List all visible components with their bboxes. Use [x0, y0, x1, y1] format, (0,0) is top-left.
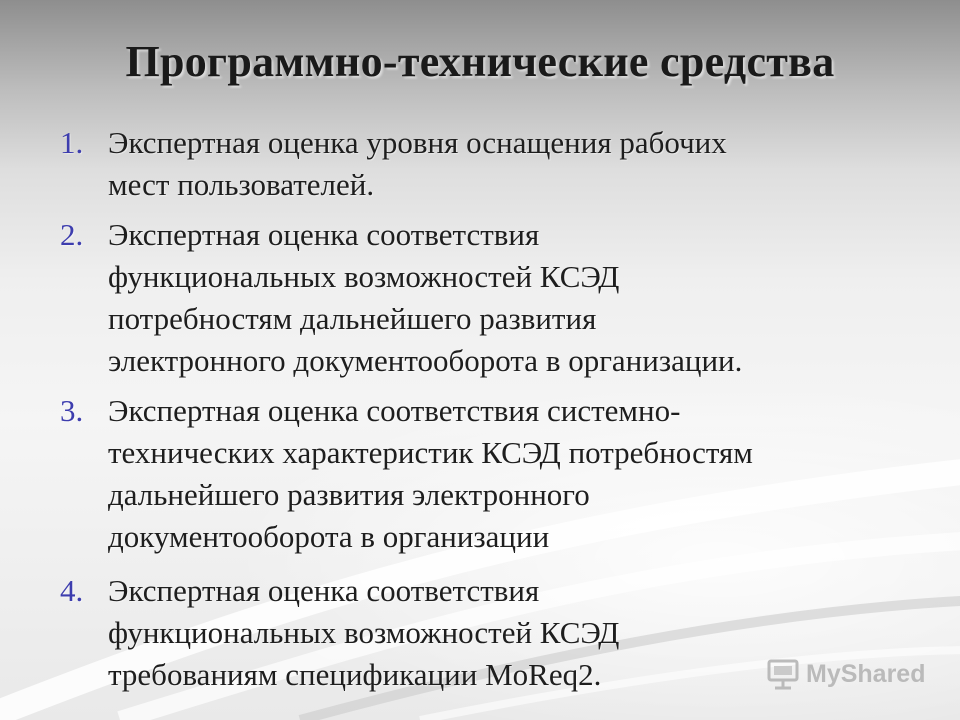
list-item-line: функциональных возможностей КСЭД: [108, 615, 620, 650]
list-item-number: 1.: [60, 125, 84, 160]
list-item-line: Экспертная оценка соответствия: [108, 573, 540, 608]
criteria-list: [60, 122, 920, 696]
list-item-line: Экспертная оценка уровня оснащения рабочих: [108, 125, 727, 160]
slide-title: Программно-технические средства: [125, 37, 835, 86]
myshared-watermark[interactable]: [766, 656, 925, 692]
list-item-line: потребностям дальнейшего развития: [108, 301, 597, 336]
list-item-line: требованиям спецификации MoReq2.: [108, 657, 602, 692]
list-item-line: электронного документооборота в организации.: [108, 343, 743, 378]
presentation-board-icon: [766, 658, 800, 690]
list-item-number: 2.: [60, 217, 84, 252]
list-item-number: 3.: [60, 393, 84, 428]
list-item-line: мест пользователей.: [108, 167, 375, 202]
list-item: [60, 390, 920, 558]
list-item-line: Экспертная оценка соответствия системно-: [108, 393, 681, 428]
list-item: [60, 122, 920, 206]
list-item-number: 4.: [60, 573, 84, 608]
watermark-text: MyShared: [806, 659, 926, 688]
list-item-line: дальнейшего развития электронного: [108, 477, 590, 512]
list-item-line: Экспертная оценка соответствия: [108, 217, 540, 252]
list-item-line: функциональных возможностей КСЭД: [108, 259, 620, 294]
list-item: [60, 214, 920, 382]
list-item-line: документооборота в организации: [108, 519, 550, 554]
list-item-line: технических характеристик КСЭД потребностям: [108, 435, 753, 470]
